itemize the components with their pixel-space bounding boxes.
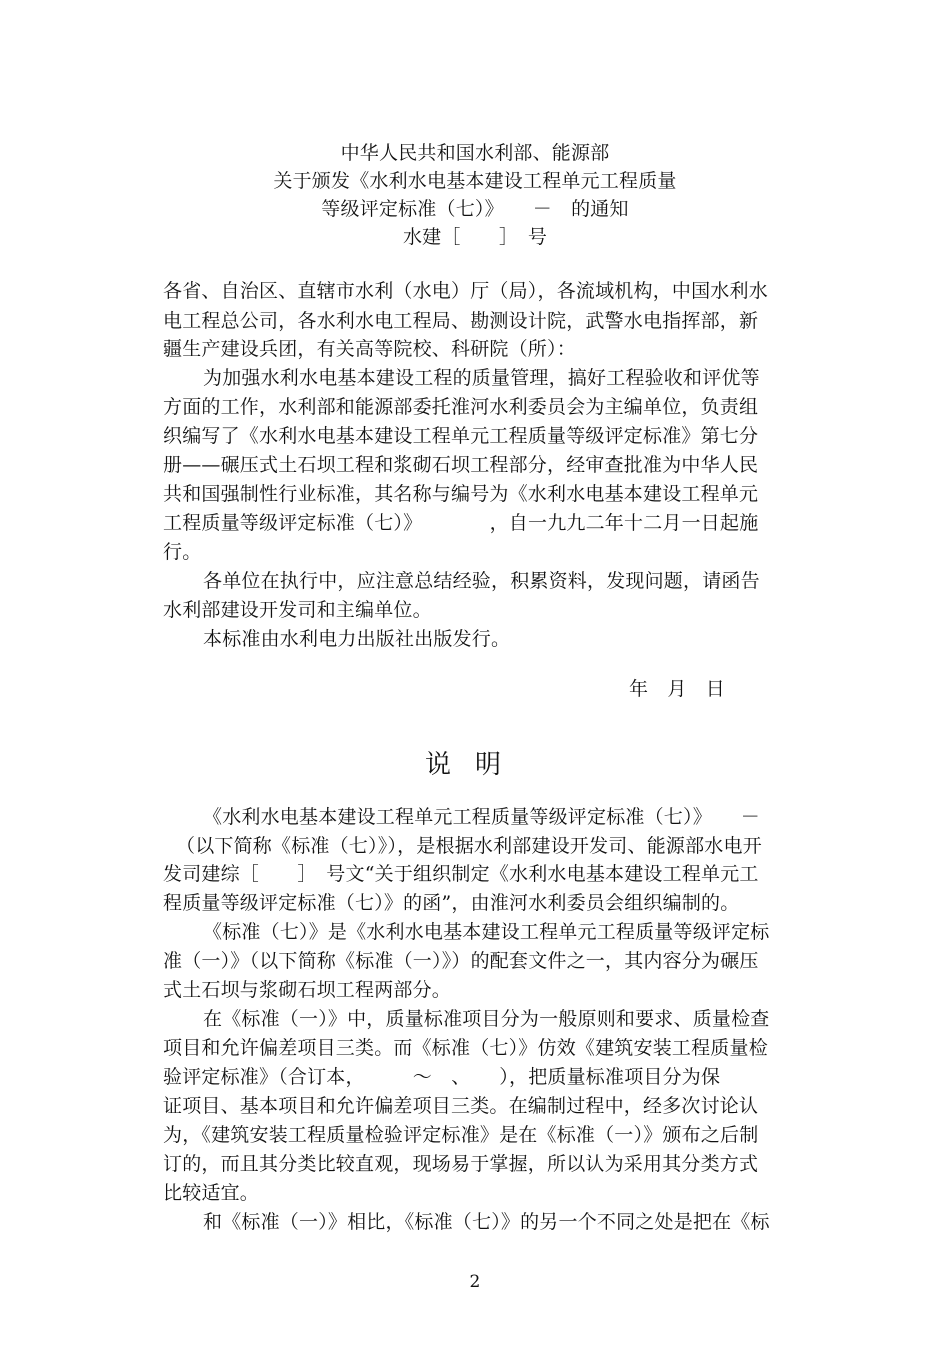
explanation-body-line: 程质量等级评定标准（七）》的函”，由淮河水利委员会组织编制的。 xyxy=(163,892,740,914)
explanation-body-line: 订的，而且其分类比较直观，现场易于掌握，所以认为采用其分类方式 xyxy=(163,1153,759,1175)
explanation-body-line: 准（一）》（以下简称《标准（一）》）的配套文件之一，其内容分为碾压 xyxy=(163,950,759,972)
notice-body-line: 各省、自治区、直辖市水利（水电）厅（局），各流域机构，中国水利水 xyxy=(163,280,768,302)
notice-title-line-2: 关于颁发《水利水电基本建设工程单元工程质量 xyxy=(273,170,677,192)
explanation-body-line: 在《标准（一）》中，质量标准项目分为一般原则和要求、质量检查 xyxy=(203,1008,770,1030)
notice-title-line-3: 等级评定标准（七）》 － 的通知 xyxy=(321,198,629,220)
notice-body-line: 册——碾压式土石坝工程和浆砌石坝工程部分，经审查批准为中华人民 xyxy=(163,454,759,476)
explanation-body-line: 式土石坝与浆砌石坝工程两部分。 xyxy=(163,979,452,1001)
explanation-body-line: 项目和允许偏差项目三类。而《标准（七）》仿效《建筑安装工程质量检 xyxy=(163,1037,768,1059)
notice-title-line-1: 中华人民共和国水利部、能源部 xyxy=(340,142,610,164)
explanation-body-line: 和《标准（一）》相比，《标准（七）》的另一个不同之处是把在《标 xyxy=(203,1211,770,1233)
notice-body-line: 工程质量等级评定标准（七）》 ，自一九九二年十二月一日起施 xyxy=(163,512,759,534)
explanation-body-line: 《标准（七）》是《水利水电基本建设工程单元工程质量等级评定标 xyxy=(203,921,770,943)
notice-body-line: 水利部建设开发司和主编单位。 xyxy=(163,599,432,621)
explanation-body-line: 《水利水电基本建设工程单元工程质量等级评定标准（七）》 － xyxy=(203,806,761,828)
notice-body-line: 为加强水利水电基本建设工程的质量管理，搞好工程验收和评优等 xyxy=(203,367,760,389)
notice-body-line: 行。 xyxy=(163,541,202,563)
notice-doc-number: 水建［ ］ 号 xyxy=(402,226,548,248)
notice-body-line: 电工程总公司，各水利水电工程局、勘测设计院，武警水电指挥部，新 xyxy=(163,310,759,332)
notice-body-line: 共和国强制性行业标准，其名称与编号为《水利水电基本建设工程单元 xyxy=(163,483,759,505)
notice-body-line: 方面的工作，水利部和能源部委托淮河水利委员会为主编单位，负责组 xyxy=(163,396,759,418)
notice-body-line: 各单位在执行中，应注意总结经验，积累资料，发现问题，请函告 xyxy=(203,570,760,592)
explanation-body-line: 证项目、基本项目和允许偏差项目三类。在编制过程中，经多次讨论认 xyxy=(163,1095,759,1117)
notice-body-line: 疆生产建设兵团，有关高等院校、科研院（所）： xyxy=(163,338,576,360)
notice-body-line: 本标准由水利电力出版社出版发行。 xyxy=(203,628,511,650)
explanation-body-line: 为，《建筑安装工程质量检验评定标准》是在《标准（一）》颁布之后制 xyxy=(163,1124,759,1146)
explanation-body-line: 比较适宜。 xyxy=(163,1182,260,1204)
explanation-body-line: 发司建综［ ］ 号文“关于组织制定《水利水电基本建设工程单元工 xyxy=(163,863,759,885)
section-heading: 说明 xyxy=(424,750,525,780)
notice-body-line: 织编写了《水利水电基本建设工程单元工程质量等级评定标准》第七分 xyxy=(163,425,759,447)
explanation-body-line: （以下简称《标准（七）》），是根据水利部建设开发司、能源部水电开 xyxy=(176,835,762,857)
explanation-body-line: 验评定标准》（合订本， ～ 、 ），把质量标准项目分为保 xyxy=(163,1066,721,1088)
notice-date: 年 月 日 xyxy=(629,678,726,700)
page-number: 2 xyxy=(469,1272,481,1292)
